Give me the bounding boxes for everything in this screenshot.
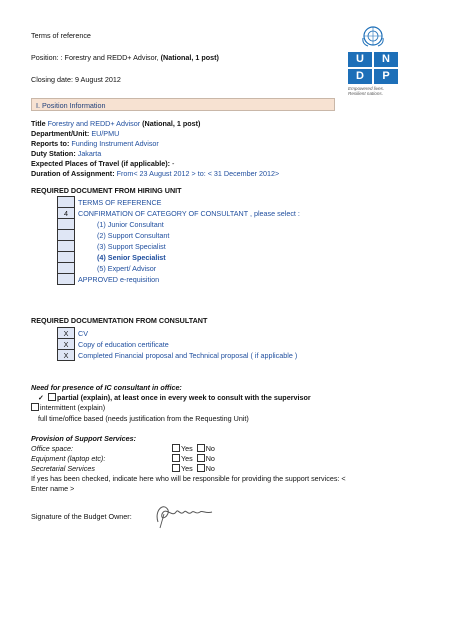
- tagline-line-1: Empowered lives.: [348, 86, 385, 91]
- support-secretarial-label: Secretarial Services: [31, 464, 95, 473]
- row-text: (3) Support Specialist: [97, 241, 166, 251]
- travel-value: -: [172, 159, 175, 168]
- checkbox-no[interactable]: [197, 464, 205, 472]
- info-reports: [31, 139, 159, 148]
- logo-tagline: [348, 86, 398, 97]
- duration-value: From< 23 August 2012 > to: < 31 December 2012>: [116, 169, 280, 178]
- table-row: [58, 339, 301, 350]
- undp-letters: [348, 52, 398, 84]
- row-text: (5) Expert/ Advisor: [97, 263, 157, 273]
- checkmark-icon: ✓: [38, 393, 45, 402]
- checkbox-no[interactable]: [197, 454, 205, 462]
- section-title: I. Position Information: [36, 101, 106, 110]
- presence-intermittent: [31, 403, 105, 412]
- no-label: No: [205, 444, 215, 453]
- checkbox-yes[interactable]: [172, 444, 180, 452]
- title-label: Title: [31, 119, 48, 128]
- checkbox-yes[interactable]: [172, 454, 180, 462]
- checkbox-intermittent[interactable]: [31, 403, 39, 411]
- position-line: [31, 53, 219, 62]
- row-text: Copy of education certificate: [78, 339, 169, 349]
- support-note-1: If yes has been checked, indicate here who will be responsible for providing the support services: <: [31, 474, 346, 483]
- document-title: Terms of reference: [31, 31, 91, 40]
- consultant-heading: REQUIRED DOCUMENTATION FROM CONSULTANT: [31, 316, 208, 325]
- support-secretarial-options: [172, 464, 215, 473]
- dept-value: EU/PMU: [91, 129, 120, 138]
- travel-label: Expected Places of Travel (if applicable):: [31, 159, 173, 168]
- support-note-2: Enter name >: [31, 484, 75, 493]
- no-label: No: [205, 454, 215, 463]
- table-row: [58, 263, 304, 274]
- signature-label: Signature of the Budget Owner:: [31, 512, 132, 521]
- checkbox-cell[interactable]: [58, 263, 75, 274]
- consultant-table: [57, 327, 301, 361]
- row-text: (4) Senior Specialist: [97, 252, 166, 262]
- duty-label: Duty Station:: [31, 149, 78, 158]
- checkbox-cell[interactable]: X: [58, 339, 75, 350]
- un-emblem-icon: [360, 24, 386, 48]
- info-travel: [31, 159, 174, 168]
- checkbox-cell[interactable]: [58, 252, 75, 263]
- row-text: CV: [78, 328, 88, 338]
- checkbox-cell[interactable]: [58, 274, 75, 285]
- table-row: [58, 219, 304, 230]
- support-office-label: Office space:: [31, 444, 73, 453]
- closing-date: Closing date: 9 August 2012: [31, 75, 121, 84]
- hiring-table: [57, 196, 304, 285]
- logo-letter: N: [374, 52, 398, 67]
- title-value: Forestry and REDD+ Advisor: [47, 119, 143, 128]
- support-equipment-options: [172, 454, 215, 463]
- table-row: [58, 230, 304, 241]
- support-heading: Provision of Support Services:: [31, 434, 137, 443]
- table-row: [58, 208, 304, 219]
- partial-text: partial (explain), at least once in every week to consult with the supervisor: [57, 393, 311, 402]
- checkbox-cell[interactable]: [58, 230, 75, 241]
- presence-partial: [38, 393, 311, 402]
- yes-label: Yes: [181, 444, 193, 453]
- table-row: [58, 241, 304, 252]
- support-office-options: [172, 444, 215, 453]
- checkbox-partial[interactable]: [48, 393, 56, 401]
- tagline-line-2: Resilient nations.: [348, 91, 383, 97]
- checkbox-no[interactable]: [197, 444, 205, 452]
- duration-label: Duration of Assignment:: [31, 169, 117, 178]
- row-text: (2) Support Consultant: [97, 230, 170, 240]
- presence-fulltime: full time/office based (needs justification from the Requesting Unit): [38, 414, 249, 423]
- logo-letter: U: [348, 52, 372, 67]
- table-row: [58, 197, 304, 208]
- table-row: [58, 328, 301, 339]
- table-row: [58, 252, 304, 263]
- info-duration: [31, 169, 279, 178]
- info-duty: [31, 149, 101, 158]
- row-text: (1) Junior Consultant: [97, 219, 164, 229]
- table-row: [58, 350, 301, 361]
- row-text: APPROVED e-requisition: [78, 274, 160, 284]
- duty-value: Jakarta: [77, 149, 102, 158]
- hiring-heading: REQUIRED DOCUMENT FROM HIRING UNIT: [31, 186, 182, 195]
- presence-heading: Need for presence of IC consultant in office:: [31, 383, 182, 392]
- info-title: [31, 119, 200, 128]
- logo-letter: D: [348, 69, 372, 84]
- reports-label: Reports to:: [31, 139, 72, 148]
- dept-label: Department/Unit:: [31, 129, 92, 138]
- checkbox-cell[interactable]: X: [58, 328, 75, 339]
- intermittent-text: intermittent (explain): [40, 403, 106, 412]
- checkbox-cell[interactable]: [58, 241, 75, 252]
- checkbox-cell[interactable]: [58, 197, 75, 208]
- row-text: CONFIRMATION OF CATEGORY OF CONSULTANT , please select :: [78, 208, 300, 218]
- logo-letter: P: [374, 69, 398, 84]
- table-row: [58, 274, 304, 285]
- info-dept: [31, 129, 119, 138]
- yes-label: Yes: [181, 464, 193, 473]
- no-label: No: [205, 464, 215, 473]
- undp-logo: [348, 24, 398, 97]
- support-equipment-label: Equipment (laptop etc):: [31, 454, 106, 463]
- checkbox-yes[interactable]: [172, 464, 180, 472]
- row-text: TERMS OF REFERENCE: [78, 197, 162, 207]
- signature-scribble: [150, 500, 260, 530]
- reports-value: Funding Instrument Advisor: [71, 139, 159, 148]
- title-bold: (National, 1 post): [142, 119, 201, 128]
- row-text: Completed Financial proposal and Technical proposal ( if applicable ): [78, 350, 298, 360]
- checkbox-cell[interactable]: X: [58, 350, 75, 361]
- section-header: [31, 98, 335, 111]
- checkbox-cell[interactable]: [58, 219, 75, 230]
- position-bold: (National, 1 post): [160, 53, 219, 62]
- yes-label: Yes: [181, 454, 193, 463]
- position-text: Position: : Forestry and REDD+ Advisor,: [31, 53, 161, 62]
- checkbox-cell[interactable]: 4: [58, 208, 75, 219]
